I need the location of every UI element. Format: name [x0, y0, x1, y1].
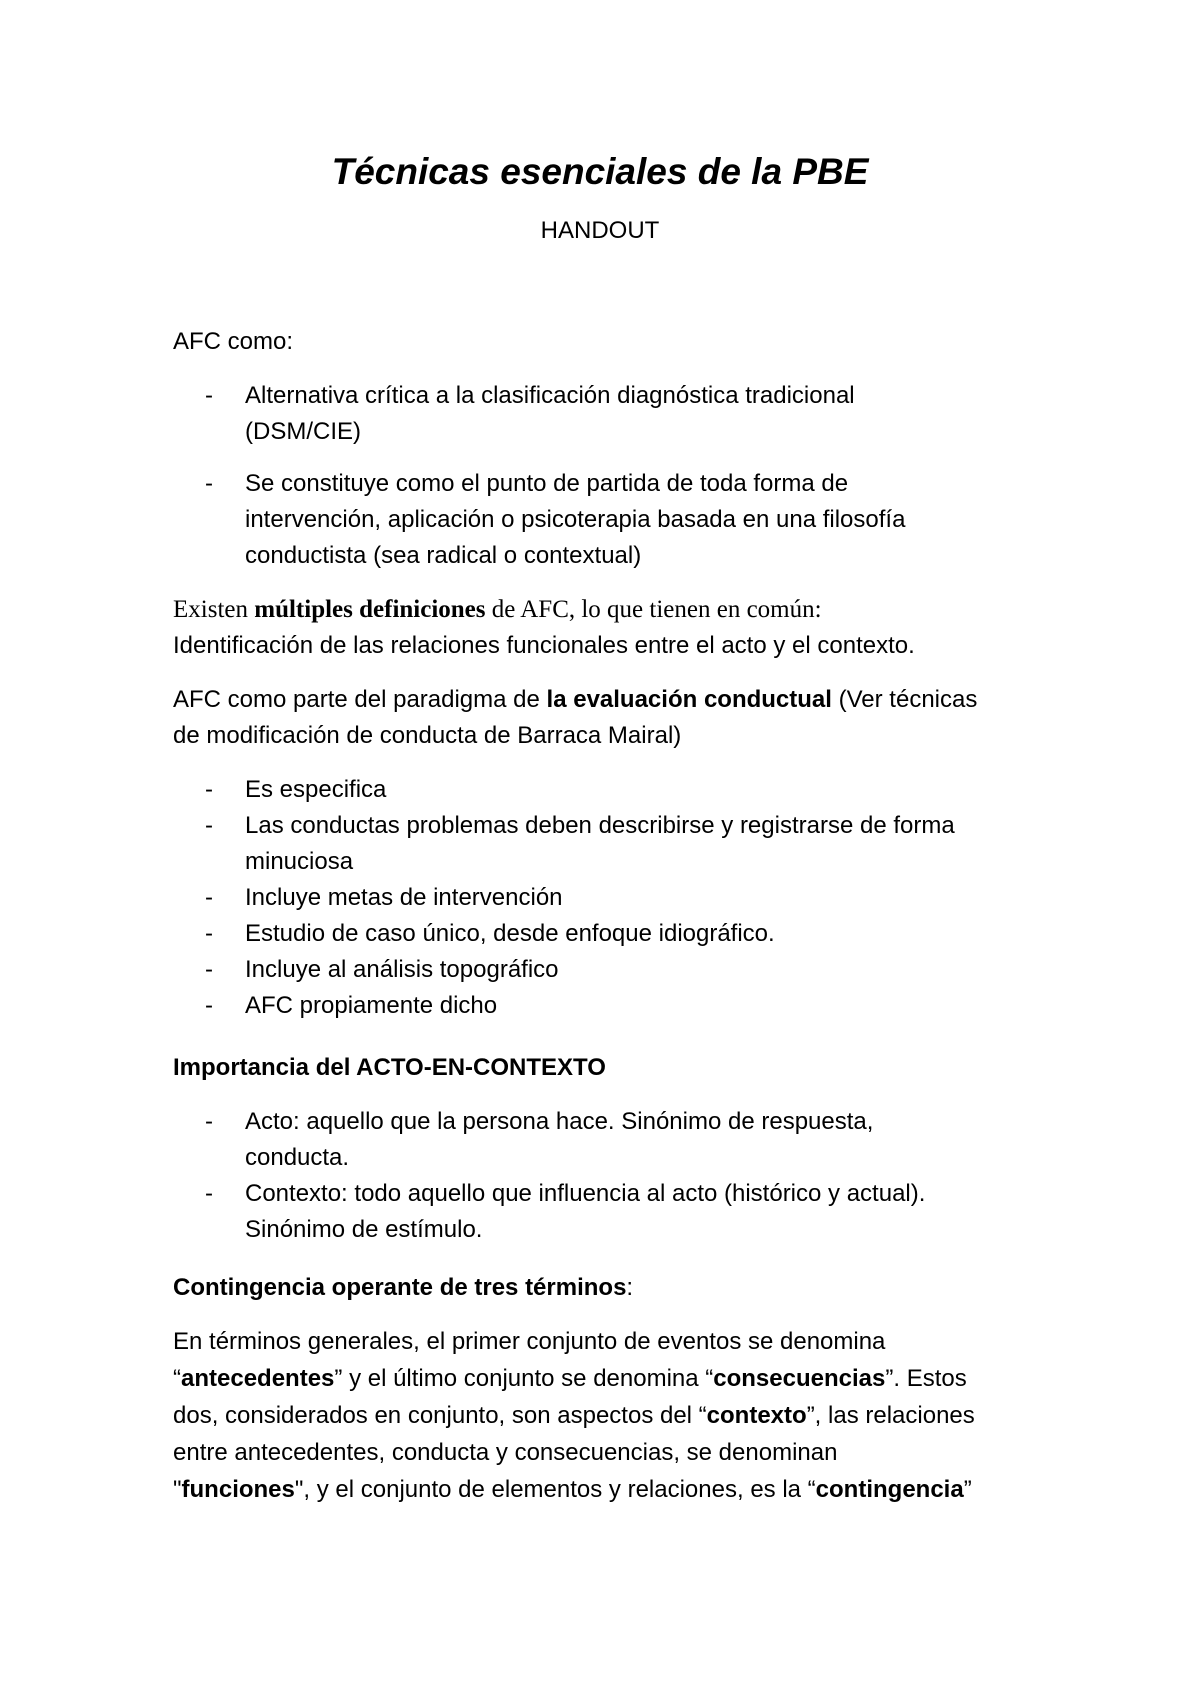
paragraph-text: ” y el último conjunto se denomina “: [334, 1365, 714, 1392]
list-item: [205, 1176, 1065, 1248]
list-item-text: (DSM/CIE): [245, 418, 361, 445]
paragraph-line: En términos generales, el primer conjunto de eventos se denomina: [173, 1328, 886, 1355]
afc-list: [205, 378, 1065, 574]
quote-mark: ": [173, 1476, 182, 1503]
list-item-text: Estudio de caso único, desde enfoque idiográfico.: [245, 920, 775, 947]
list-item: [205, 916, 1065, 952]
evaluation-list: [205, 772, 1065, 1024]
bullet-dash: -: [205, 1108, 213, 1135]
list-item-text: Sinónimo de estímulo.: [245, 1216, 483, 1243]
list-item-text: Incluye metas de intervención: [245, 884, 563, 911]
paradigm-paragraph: [173, 682, 1053, 754]
afc-intro: AFC como:: [173, 328, 294, 355]
paragraph-text: ”, las relaciones: [806, 1402, 975, 1429]
bullet-dash: -: [205, 920, 213, 947]
paragraph-line: entre antecedentes, conducta y consecuencias, se denominan: [173, 1439, 838, 1466]
term-contexto: contexto: [706, 1402, 807, 1429]
term-consecuencias: consecuencias: [713, 1365, 886, 1392]
bullet-dash: -: [205, 1180, 213, 1207]
list-item-text: Las conductas problemas deben describirse y registrarse de forma: [245, 812, 955, 839]
paragraph-text: ", y el conjunto de elementos y relaciones, es la “: [294, 1476, 816, 1503]
list-item-text: Es especifica: [245, 776, 387, 803]
list-item: [205, 952, 1065, 988]
paradigm-bold: la evaluación conductual: [546, 686, 832, 713]
term-contingencia: contingencia: [815, 1476, 964, 1503]
list-item-text: Acto: aquello que la persona hace. Sinónimo de respuesta,: [245, 1108, 874, 1135]
list-item: [205, 772, 1065, 808]
definitions-post: de AFC, lo que tienen en común:: [485, 596, 822, 623]
list-item-text: Se constituye como el punto de partida de toda forma de: [245, 470, 849, 497]
list-item-text: conducta.: [245, 1144, 350, 1171]
definitions-bold: múltiples definiciones: [254, 596, 486, 623]
definitions-paragraph: [173, 592, 1053, 664]
bullet-dash: -: [205, 956, 213, 983]
definitions-pre: Existen: [173, 596, 255, 623]
bullet-dash: -: [205, 382, 213, 409]
paradigm-pre: AFC como parte del paradigma de: [173, 686, 547, 713]
bullet-dash: -: [205, 884, 213, 911]
document-subtitle: HANDOUT: [540, 217, 660, 244]
bullet-dash: -: [205, 470, 213, 497]
list-item-text: Incluye al análisis topográfico: [245, 956, 559, 983]
quote-mark: ”: [963, 1476, 972, 1503]
term-funciones: funciones: [181, 1476, 295, 1503]
list-item-text: AFC propiamente dicho: [245, 992, 498, 1019]
list-item: [205, 988, 1065, 1024]
paradigm-line2: de modificación de conducta de Barraca Mairal): [173, 722, 682, 749]
quote-mark: “: [173, 1365, 181, 1392]
list-item-text: intervención, aplicación o psicoterapia basada en una filosofía: [245, 506, 906, 533]
list-item: [205, 880, 1065, 916]
heading-acto-text: Importancia del ACTO-EN-CONTEXTO: [173, 1054, 606, 1081]
paradigm-post: (Ver técnicas: [831, 686, 978, 713]
paragraph-text: dos, considerados en conjunto, son aspectos del “: [173, 1402, 707, 1429]
heading-contingencia-suffix: :: [626, 1274, 634, 1301]
bullet-dash: -: [205, 812, 213, 839]
list-item-text: conductista (sea radical o contextual): [245, 542, 642, 569]
bullet-dash: -: [205, 992, 213, 1019]
definitions-text: [173, 596, 822, 623]
definitions-line2: Identificación de las relaciones funcionales entre el acto y el contexto.: [173, 632, 915, 659]
list-item-text: minuciosa: [245, 848, 354, 875]
heading-acto-en-contexto: [173, 1050, 1053, 1086]
list-item: [205, 1104, 1065, 1176]
acto-list: [205, 1104, 1065, 1248]
list-item: [205, 466, 1065, 574]
list-item-text: Contexto: todo aquello que influencia al acto (histórico y actual).: [245, 1180, 926, 1207]
heading-contingencia: [173, 1270, 1053, 1306]
bullet-dash: -: [205, 776, 213, 803]
heading-contingencia-text: Contingencia operante de tres términos: [173, 1274, 627, 1301]
list-item: [205, 378, 1065, 450]
list-item: [205, 808, 1065, 880]
paragraph-text: ”. Estos: [885, 1365, 967, 1392]
term-antecedentes: antecedentes: [181, 1365, 335, 1392]
document-title: Técnicas esenciales de la PBE: [331, 151, 869, 192]
list-item-text: Alternativa crítica a la clasificación diagnóstica tradicional: [245, 382, 855, 409]
contingencia-paragraph: [173, 1323, 1053, 1508]
